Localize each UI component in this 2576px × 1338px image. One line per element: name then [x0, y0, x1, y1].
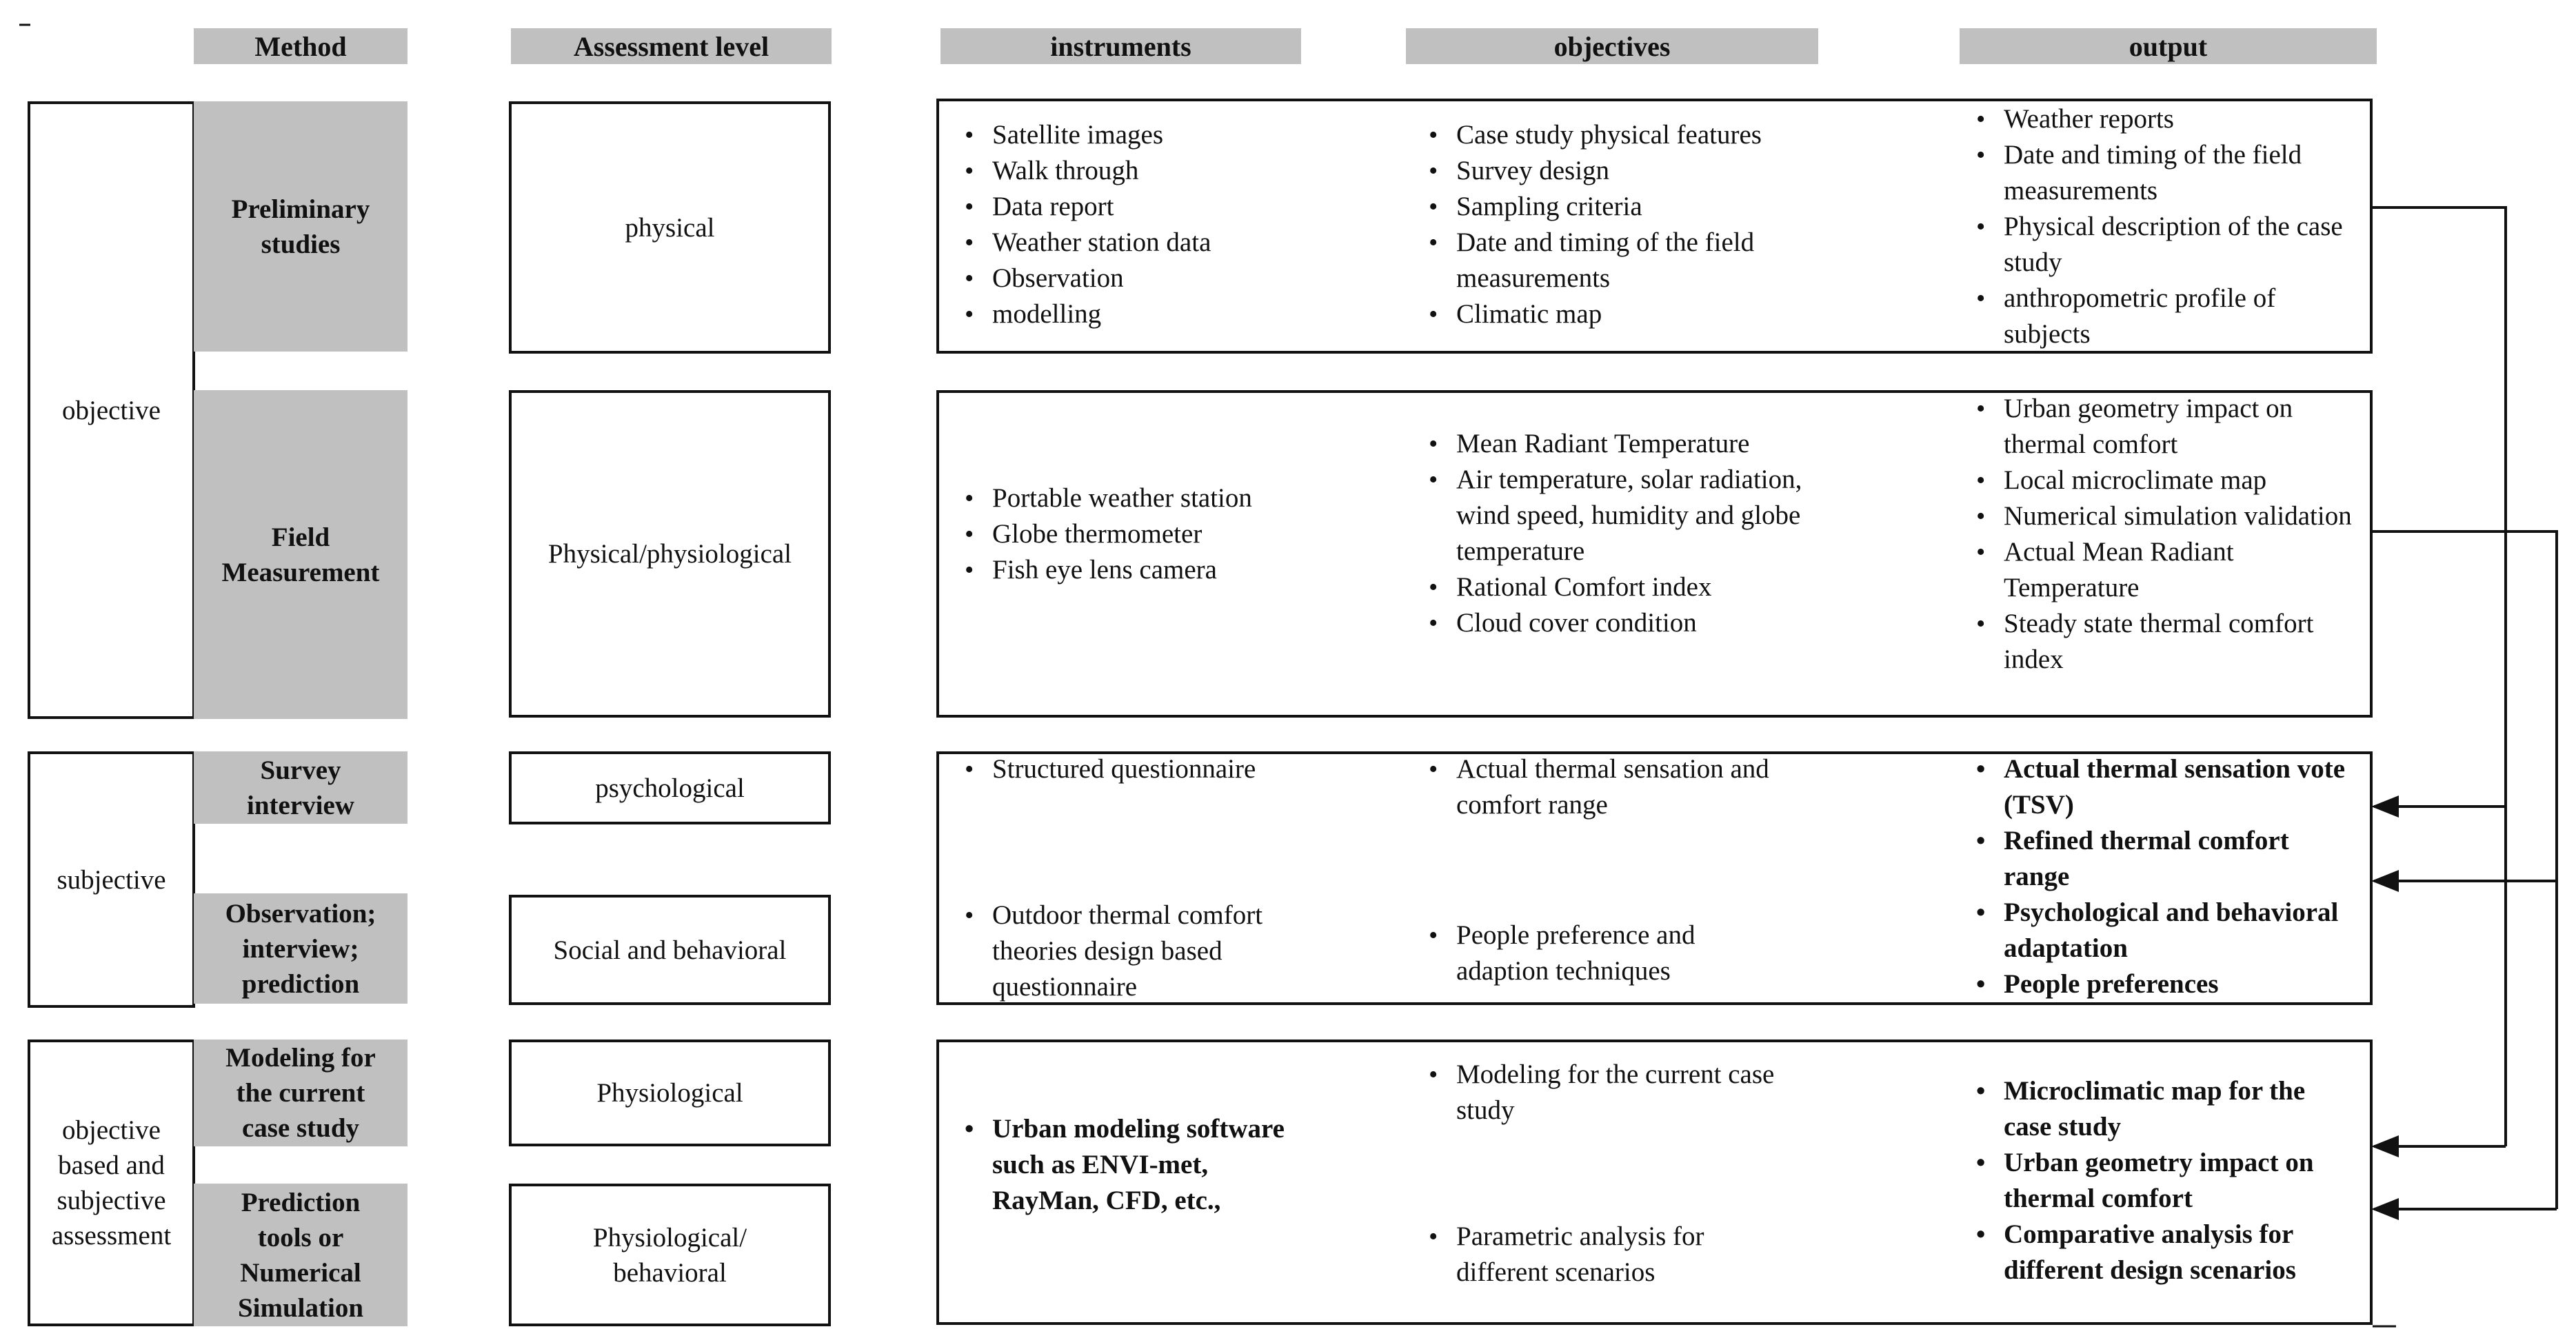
method-survey-interview [194, 751, 407, 824]
list-item: • Urban geometry impact on thermal comfort [1973, 1145, 2359, 1217]
header-method: Method [194, 28, 407, 64]
method-modeling-label: Modeling for the current case study [225, 1043, 376, 1143]
list-item: • Portable weather station [962, 480, 1286, 516]
category-subjective-label: subjective [57, 864, 166, 895]
objectives-list-field [1426, 426, 1819, 641]
list-item: • Parametric analysis for different scenarios [1426, 1219, 1784, 1290]
category-objective-label: objective [62, 395, 161, 425]
list-item: • Globe thermometer [962, 516, 1286, 552]
header-instruments: instruments [940, 28, 1301, 64]
list-item: • Modeling for the current case study [1426, 1057, 1784, 1128]
list-item: • People preference and adaption techniques [1426, 918, 1784, 989]
level-observation-label: Social and behavioral [553, 935, 787, 965]
level-modeling [509, 1040, 831, 1146]
instruments-list-combined [962, 1111, 1300, 1219]
category-subjective [28, 751, 195, 1008]
list-item: • Satellite images [962, 117, 1376, 153]
category-combined [28, 1040, 195, 1326]
method-observation-label: Observation; interview; prediction [225, 898, 376, 999]
objectives-list-prediction [1426, 1219, 1784, 1290]
list-item: • Local microclimate map [1973, 463, 2359, 498]
objectives-list-survey [1426, 751, 1784, 823]
list-item: • Comparative analysis for different design scenarios [1973, 1217, 2359, 1288]
level-modeling-label: Physiological [596, 1078, 743, 1108]
list-item: • Outdoor thermal comfort theories design based questionnaire [962, 898, 1293, 1005]
instruments-list-survey [962, 751, 1265, 787]
level-preliminary [509, 101, 831, 354]
list-item: • Date and timing of the field measurements [1973, 137, 2359, 209]
list-item: • Fish eye lens camera [962, 552, 1286, 588]
method-prediction-label: Prediction tools or Numerical Simulation [237, 1187, 364, 1323]
list-item: • Date and timing of the field measurements [1426, 225, 1826, 296]
objectives-list-modeling [1426, 1057, 1784, 1128]
output-list-field [1973, 391, 2359, 678]
list-item: • Walk through [962, 153, 1376, 189]
header-objectives: objectives [1406, 28, 1818, 64]
output-list-combined [1973, 1073, 2359, 1288]
header-assessment-level: Assessment level [511, 28, 832, 64]
list-item: • Numerical simulation validation [1973, 498, 2359, 534]
list-item: • People preferences [1973, 966, 2346, 1002]
list-item: • Structured questionnaire [962, 751, 1265, 787]
header-output: output [1960, 28, 2377, 64]
list-item: • Actual thermal sensation vote (TSV) [1973, 751, 2346, 823]
method-field-label: Field Measurement [221, 522, 380, 587]
method-prediction [194, 1184, 407, 1326]
method-preliminary-studies [194, 101, 407, 352]
list-item: • Physical description of the case study [1973, 209, 2359, 281]
objectives-list-observation [1426, 918, 1784, 989]
list-item: • anthropometric profile of subjects [1973, 281, 2359, 352]
method-field-measurement [194, 390, 407, 719]
connector-preliminary [2373, 207, 2506, 1146]
list-item: • Refined thermal comfort range [1973, 823, 2346, 895]
list-item: • Actual Mean Radiant Temperature [1973, 534, 2359, 606]
list-item: • Weather station data [962, 225, 1376, 261]
level-field [509, 390, 831, 718]
method-observation [194, 893, 407, 1004]
category-objective [28, 101, 195, 719]
category-combined-label: objective based and subjective assessment [51, 1115, 172, 1250]
list-item: • Psychological and behavioral adaptation [1973, 895, 2346, 966]
list-item: • Cloud cover condition [1426, 605, 1819, 641]
output-list-preliminary [1973, 101, 2359, 352]
list-item: • Actual thermal sensation and comfort range [1426, 751, 1784, 823]
output-list-subjective [1973, 751, 2346, 1002]
method-preliminary-label: Preliminary studies [231, 194, 370, 259]
list-item: • Microclimatic map for the case study [1973, 1073, 2359, 1145]
list-item: • Mean Radiant Temperature [1426, 426, 1819, 462]
list-item: • Steady state thermal comfort index [1973, 606, 2359, 678]
list-item: • Weather reports [1973, 101, 2359, 137]
list-item: • Observation [962, 261, 1376, 296]
level-prediction-label: Physiological/ behavioral [592, 1222, 747, 1288]
level-preliminary-label: physical [625, 212, 715, 243]
list-item: • Sampling criteria [1426, 189, 1826, 225]
list-item: • Urban modeling software such as ENVI-met, RayMan, CFD, etc., [962, 1111, 1300, 1219]
list-item: • Case study physical features [1426, 117, 1826, 153]
level-survey [509, 751, 831, 824]
objectives-list-preliminary [1426, 117, 1826, 332]
list-item: • modelling [962, 296, 1376, 332]
level-prediction [509, 1184, 831, 1326]
list-item: • Survey design [1426, 153, 1826, 189]
list-item: • Data report [962, 189, 1376, 225]
list-item: • Climatic map [1426, 296, 1826, 332]
level-observation [509, 895, 831, 1005]
method-modeling [194, 1040, 407, 1146]
instruments-list-observation [962, 898, 1293, 1005]
list-item: • Urban geometry impact on thermal comfort [1973, 391, 2359, 463]
level-field-label: Physical/physiological [547, 539, 792, 569]
list-item: • Air temperature, solar radiation, wind speed, humidity and globe temperature [1426, 462, 1819, 569]
instruments-list-preliminary [962, 117, 1376, 332]
level-survey-label: psychological [595, 773, 745, 803]
instruments-list-field [962, 480, 1286, 588]
list-item: • Rational Comfort index [1426, 569, 1819, 605]
method-survey-label: Survey interview [247, 755, 354, 820]
connector-field [2373, 531, 2557, 1209]
